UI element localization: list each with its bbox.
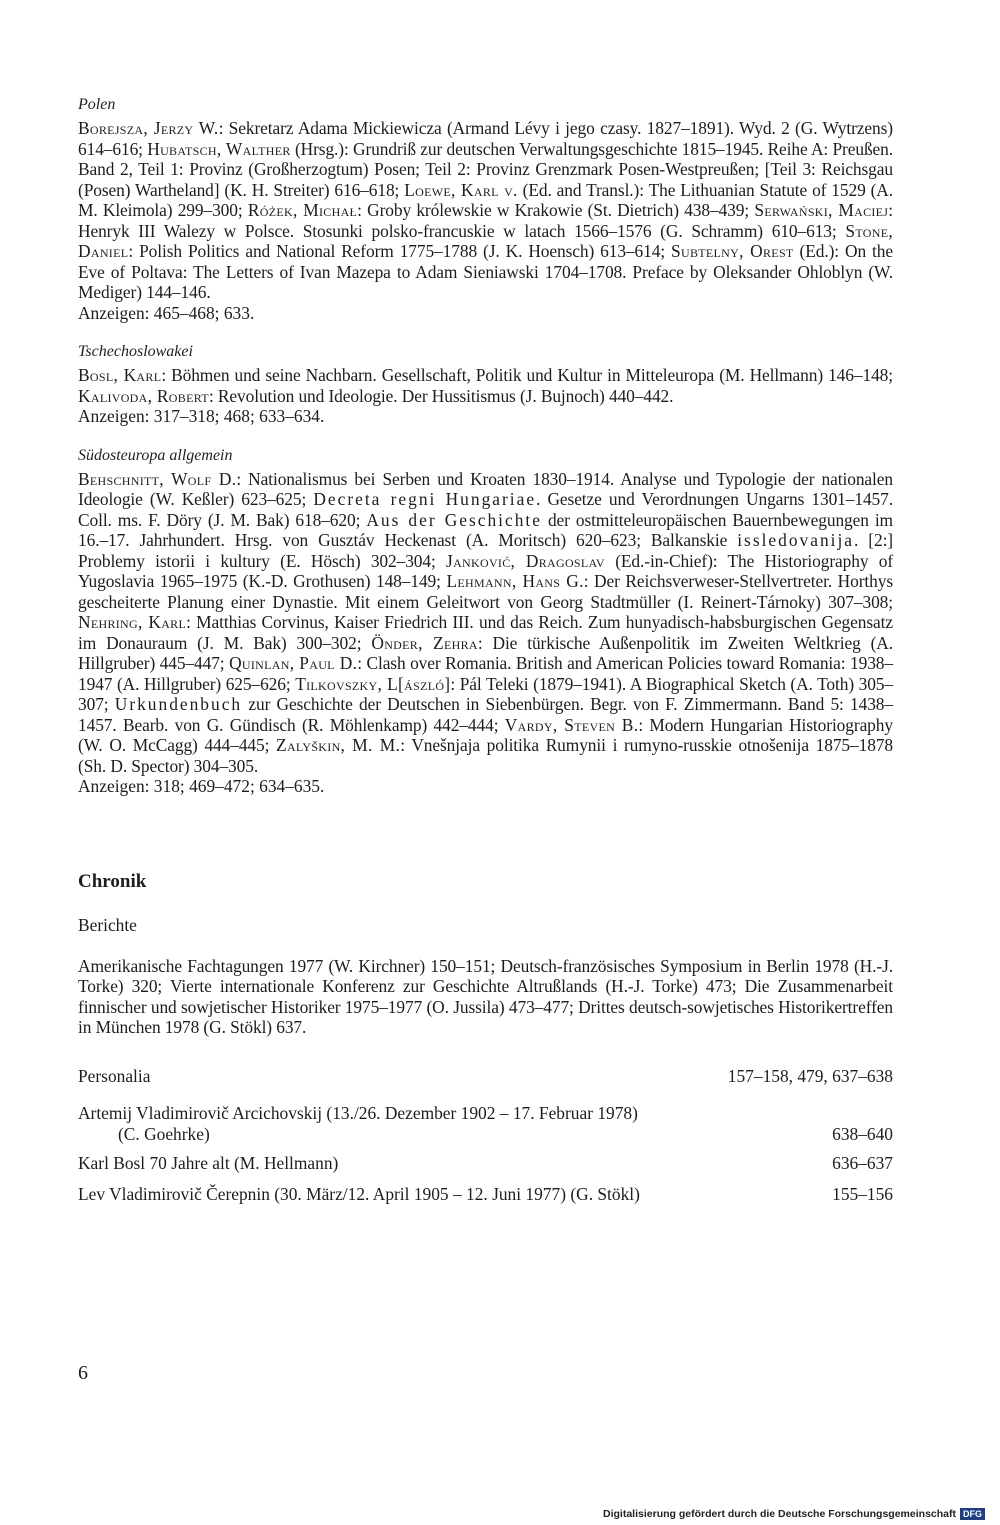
section-chronik bbox=[78, 871, 893, 1205]
section-ads: Anzeigen: 465–468; 633. bbox=[78, 302, 255, 323]
author-name: Hubatsch, Walther bbox=[147, 138, 291, 159]
berichte-heading: Berichte bbox=[78, 914, 137, 935]
dfg-logo-icon: DFG bbox=[960, 1508, 985, 1520]
entry-text: : Vnešnjaja politika Rumynii i rumyno-russkie otnošenija 1875–1878 (Sh. D. Spector) 304–305. bbox=[78, 735, 893, 776]
author-name: Borejsza, Jerzy W. bbox=[78, 118, 219, 138]
author-name: Quinlan, Paul D. bbox=[229, 653, 358, 673]
personalia-label: Personalia bbox=[78, 1065, 151, 1086]
page-content bbox=[78, 96, 893, 1205]
entry-text: (Ed.-in-Chief): The Historiography of Yugoslavia 1965–1975 (K.-D. Grothusen) 148–149; bbox=[78, 550, 894, 591]
entry-title: Artemij Vladimirovič Arcichovskij (13./26. Dezember 1902 – 17. Februar 1978) bbox=[78, 1102, 638, 1123]
section-body bbox=[78, 469, 893, 777]
author-name: Różek, Michał bbox=[247, 200, 358, 220]
entry-text: . Gesetze und Verordnungen Ungarns 1301–1457. Coll. ms. F. Döry (J. M. Bak) 618–620; bbox=[78, 489, 893, 530]
footer-text: Digitalisierung gefördert durch die Deutsche Forschungsgemeinschaft bbox=[603, 1508, 956, 1520]
entry-text: : Pál Teleki (1879–1941). A Biographical Sketch (A. Toth) 305–307; bbox=[78, 673, 893, 714]
section-suedosteuropa bbox=[78, 447, 893, 797]
berichte-text: Amerikanische Fachtagungen 1977 (W. Kirchner) 150–151; Deutsch-französisches Symposium in Berlin 1978 (H.-J. Torke) 320; Vierte internationale Konferenz zur Geschichte Altrußlands (H.-J. Torke) 473; Die Zusammenarbeit finnischer und sowjetischer Historiker 1975–1977 (O. Jussila) 473–477; Drittes deutsch-sowjetisches Historikertreffen in München 1978 (G. Stökl) 637. bbox=[78, 955, 893, 1037]
entry-text: : Böhmen und seine Nachbarn. Gesellschaft, Politik und Kultur in Mitteleuropa (M. Hellmann) 146–148; bbox=[161, 365, 893, 385]
entry-text: : Henryk III Walezy w Polsce. Stosunki polsko-francuskie w latach 1566–1576 (G. Schramm) 610–613; bbox=[78, 200, 894, 241]
entry-text: (Ed. and Transl.): The Lithuanian Statute of 1529 (A. M. Kleimola) 299–300; bbox=[78, 179, 894, 220]
page-number: 6 bbox=[78, 1362, 88, 1384]
spaced-title: Urkundenbuch bbox=[114, 694, 243, 714]
section-tschechoslowakei bbox=[78, 343, 893, 427]
entry-text: : Die türkische Außenpolitik im Zweiten Weltkrieg (A. Hillgruber) 445–447; bbox=[78, 632, 893, 673]
entry-text: : Der Reichsverweser-Stellvertreter. Horthys gescheiterte Planung einer Dynastie. Mit einem Geleitwort von Georg Stadtmüller (I. Reinert-Tárnoky) 307–308; bbox=[78, 571, 894, 612]
personalia-entry bbox=[78, 1103, 893, 1145]
footer bbox=[603, 1508, 985, 1520]
author-name: Nehring, Karl bbox=[78, 612, 187, 632]
entry-text: : Clash over Romania. British and American Policies toward Romania: 1938–1947 (A. Hillgruber) 625–626; bbox=[78, 653, 893, 694]
entry-author: (C. Goehrke) bbox=[118, 1123, 210, 1144]
section-body bbox=[78, 365, 893, 406]
section-title: Polen bbox=[78, 96, 116, 113]
spaced-title: Aus der Geschichte bbox=[366, 509, 542, 530]
chronik-title: Chronik bbox=[78, 870, 147, 892]
entry-text: : Groby królewskie w Krakowie (St. Dietrich) 438–439; bbox=[357, 200, 755, 220]
entry-text: (Hrsg.): Grundriß zur deutschen Verwaltungsgeschichte 1815–1945. Reihe A: Preußen. Band 2, Teil 1: Provinz (Großherzogtum) Posen; Teil 2: Provinz Grenzmark Posen-Westpreußen; [Teil 3: Reichsgau (Posen) Wartheland] (K. H. Streiter) 616–618; bbox=[78, 138, 894, 200]
author-name: Kalivoda, Robert bbox=[78, 385, 209, 406]
personalia-entry bbox=[78, 1184, 893, 1205]
author-name: Loewe, Karl v. bbox=[404, 179, 518, 200]
section-polen bbox=[78, 96, 893, 323]
entry-pages: 155–156 bbox=[832, 1183, 893, 1204]
entry-text: . [2:] Problemy istorii i kultury (E. Hösch) 302–304; bbox=[78, 530, 893, 571]
section-title: Tschechoslowakei bbox=[78, 343, 193, 360]
entry-text: : Matthias Corvinus, Kaiser Friedrich III. und das Reich. Zum hunyadisch-habsburgischen Gegensatz im Donauraum (J. M. Bak) 300–302; bbox=[78, 612, 894, 653]
entry-text: : Modern Hungarian Historiography (W. O. McCagg) 444–445; bbox=[78, 714, 893, 755]
spaced-title: issledovanija bbox=[737, 530, 855, 550]
entry-text: der ostmitteleuropäischen Bauernbewegungen im 16.–17. Jahrhundert. Hrsg. von Gusztáv Heckenast (A. Moritsch) 620–623; Balkanskie bbox=[78, 509, 893, 550]
entry-text: (Ed.): On the Eve of Poltava: The Letters of Ivan Mazepa to Adam Sieniawski 1704–1708. Preface by Oleksander Ohloblyn (W. Mediger) 144–146. bbox=[78, 241, 893, 302]
author-name: Behschnitt, Wolf D. bbox=[78, 468, 237, 489]
entry-pages: 636–637 bbox=[832, 1152, 893, 1173]
section-ads: Anzeigen: 318; 469–472; 634–635. bbox=[78, 776, 325, 796]
entry-text: : Nationalismus bei Serben und Kroaten 1830–1914. Analyse und Typologie der nationalen Ideologie (W. Keßler) 623–625; bbox=[78, 468, 893, 509]
personalia-entry bbox=[78, 1153, 893, 1174]
section-title: Südosteuropa allgemein bbox=[78, 446, 233, 464]
entry-text: : Revolution und Ideologie. Der Hussitismus (J. Bujnoch) 440–442. bbox=[208, 385, 674, 406]
author-name: Zalyškin, M. M. bbox=[276, 735, 401, 755]
author-name: Önder, Zehra bbox=[371, 632, 478, 653]
personalia-pages: 157–158, 479, 637–638 bbox=[727, 1065, 893, 1086]
author-name: Lehmann, Hans G. bbox=[446, 571, 584, 591]
section-ads: Anzeigen: 317–318; 468; 633–634. bbox=[78, 406, 325, 426]
entry-pages: 638–640 bbox=[832, 1123, 893, 1144]
entry-title: Lev Vladimirovič Čerepnin (30. März/12. April 1905 – 12. Juni 1977) (G. Stökl) bbox=[78, 1183, 640, 1204]
section-body bbox=[78, 118, 893, 303]
personalia-row bbox=[78, 1066, 893, 1087]
author-name: Janković, Dragoslav bbox=[446, 550, 605, 571]
entry-title: Karl Bosl 70 Jahre alt (M. Hellmann) bbox=[78, 1152, 339, 1173]
spaced-title: Decreta regni Hungariae bbox=[313, 489, 537, 509]
entry-text: : Sekretarz Adama Mickiewicza (Armand Lévy i jego czasy. 1827–1891). Wyd. 2 (G. Wytrzens) 614–616; bbox=[78, 118, 893, 159]
author-name: Bosl, Karl bbox=[78, 365, 162, 385]
author-name: Stone, Daniel bbox=[78, 220, 893, 261]
entry-text: : Polish Politics and National Reform 1775–1788 (J. K. Hoensch) 613–614; bbox=[128, 241, 672, 261]
entry-text: zur Geschichte der Deutschen in Siebenbürgen. Begr. von F. Zimmermann. Band 5: 1438–1457. Bearb. von G. Gündisch (R. Möhlenkamp) 442–444; bbox=[78, 694, 894, 735]
author-name: Vardy, Steven B. bbox=[504, 714, 639, 735]
author-name: Tilkovszky, L[ászló] bbox=[295, 673, 451, 694]
author-name: Serwański, Maciej bbox=[754, 200, 889, 220]
author-name: Subtelny, Orest bbox=[671, 241, 794, 261]
